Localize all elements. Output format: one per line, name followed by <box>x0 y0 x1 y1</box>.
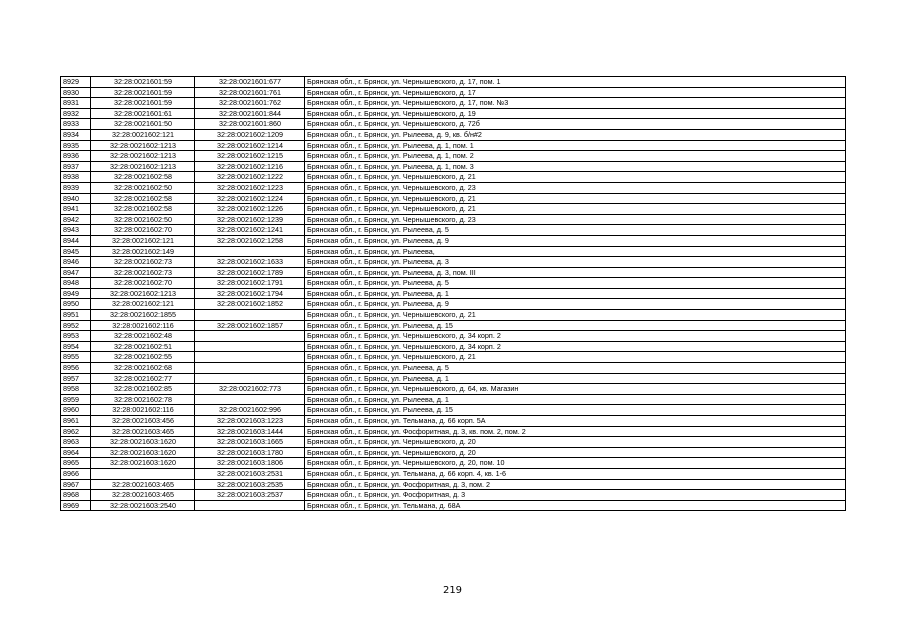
row-number-cell: 8934 <box>61 129 91 140</box>
land-cadastral-number-cell: 32:28:0021601:59 <box>91 77 195 88</box>
land-cadastral-number-cell: 32:28:0021602:55 <box>91 352 195 363</box>
table-row <box>61 352 846 363</box>
object-cadastral-number-cell: 32:28:0021603:1223 <box>195 416 305 427</box>
object-cadastral-number-cell <box>195 394 305 405</box>
land-cadastral-number-cell: 32:28:0021602:58 <box>91 204 195 215</box>
address-cell: Брянская обл., г. Брянск, ул. Чернышевского, д. 72б <box>305 119 846 130</box>
object-cadastral-number-cell: 32:28:0021601:677 <box>195 77 305 88</box>
object-cadastral-number-cell: 32:28:0021603:1780 <box>195 447 305 458</box>
row-number-cell: 8948 <box>61 278 91 289</box>
table-row <box>61 267 846 278</box>
land-cadastral-number-cell: 32:28:0021602:70 <box>91 225 195 236</box>
address-cell: Брянская обл., г. Брянск, ул. Рылеева, д. 9 <box>305 235 846 246</box>
land-cadastral-number-cell: 32:28:0021602:73 <box>91 267 195 278</box>
address-cell: Брянская обл., г. Брянск, ул. Рылеева, д. 15 <box>305 405 846 416</box>
address-cell: Брянская обл., г. Брянск, ул. Фосфоритная, д. 3, кв. пом. 2, пом. 2 <box>305 426 846 437</box>
address-cell: Брянская обл., г. Брянск, ул. Чернышевского, д. 34 корп. 2 <box>305 341 846 352</box>
land-cadastral-number-cell: 32:28:0021602:1213 <box>91 288 195 299</box>
object-cadastral-number-cell: 32:28:0021603:2531 <box>195 468 305 479</box>
address-cell: Брянская обл., г. Брянск, ул. Чернышевского, д. 21 <box>305 204 846 215</box>
land-cadastral-number-cell: 32:28:0021602:121 <box>91 235 195 246</box>
row-number-cell: 8939 <box>61 182 91 193</box>
address-cell: Брянская обл., г. Брянск, ул. Чернышевского, д. 19 <box>305 108 846 119</box>
land-cadastral-number-cell: 32:28:0021602:116 <box>91 405 195 416</box>
object-cadastral-number-cell <box>195 363 305 374</box>
table-row <box>61 331 846 342</box>
object-cadastral-number-cell: 32:28:0021603:2535 <box>195 479 305 490</box>
address-cell: Брянская обл., г. Брянск, ул. Тельмана, д. 68А <box>305 500 846 511</box>
table-row <box>61 161 846 172</box>
land-cadastral-number-cell: 32:28:0021603:465 <box>91 490 195 501</box>
table-row <box>61 151 846 162</box>
land-cadastral-number-cell: 32:28:0021603:2540 <box>91 500 195 511</box>
object-cadastral-number-cell: 32:28:0021602:1224 <box>195 193 305 204</box>
address-cell: Брянская обл., г. Брянск, ул. Чернышевского, д. 20, пом. 10 <box>305 458 846 469</box>
address-cell: Брянская обл., г. Брянск, ул. Тельмана, д. 66 корп. 5А <box>305 416 846 427</box>
row-number-cell: 8944 <box>61 235 91 246</box>
object-cadastral-number-cell: 32:28:0021602:1222 <box>195 172 305 183</box>
row-number-cell: 8945 <box>61 246 91 257</box>
address-cell: Брянская обл., г. Брянск, ул. Чернышевского, д. 34 корп. 2 <box>305 331 846 342</box>
object-cadastral-number-cell: 32:28:0021602:996 <box>195 405 305 416</box>
address-cell: Брянская обл., г. Брянск, ул. Фосфоритная, д. 3, пом. 2 <box>305 479 846 490</box>
table-row <box>61 426 846 437</box>
row-number-cell: 8950 <box>61 299 91 310</box>
land-cadastral-number-cell: 32:28:0021602:50 <box>91 182 195 193</box>
land-cadastral-number-cell: 32:28:0021601:59 <box>91 87 195 98</box>
object-cadastral-number-cell: 32:28:0021602:1852 <box>195 299 305 310</box>
address-cell: Брянская обл., г. Брянск, ул. Чернышевского, д. 64, кв. Магазин <box>305 384 846 395</box>
row-number-cell: 8961 <box>61 416 91 427</box>
table-row <box>61 384 846 395</box>
row-number-cell: 8964 <box>61 447 91 458</box>
row-number-cell: 8953 <box>61 331 91 342</box>
row-number-cell: 8955 <box>61 352 91 363</box>
row-number-cell: 8957 <box>61 373 91 384</box>
address-cell: Брянская обл., г. Брянск, ул. Рылеева, д. 5 <box>305 278 846 289</box>
row-number-cell: 8966 <box>61 468 91 479</box>
table-row <box>61 394 846 405</box>
address-cell: Брянская обл., г. Брянск, ул. Тельмана, д. 66 корп. 4, кв. 1-6 <box>305 468 846 479</box>
address-cell: Брянская обл., г. Брянск, ул. Рылеева, д. 15 <box>305 320 846 331</box>
table-row <box>61 320 846 331</box>
row-number-cell: 8941 <box>61 204 91 215</box>
row-number-cell: 8930 <box>61 87 91 98</box>
table-row <box>61 310 846 321</box>
address-cell: Брянская обл., г. Брянск, ул. Рылеева, д. 5 <box>305 363 846 374</box>
object-cadastral-number-cell: 32:28:0021601:761 <box>195 87 305 98</box>
address-cell: Брянская обл., г. Брянск, ул. Рылеева, д. 9, кв. б/н#2 <box>305 129 846 140</box>
address-cell: Брянская обл., г. Брянск, ул. Рылеева, д. 1, пом. 1 <box>305 140 846 151</box>
row-number-cell: 8936 <box>61 151 91 162</box>
land-cadastral-number-cell: 32:28:0021603:1620 <box>91 447 195 458</box>
address-cell: Брянская обл., г. Брянск, ул. Рылеева, д. 3 <box>305 257 846 268</box>
table-row <box>61 373 846 384</box>
row-number-cell: 8962 <box>61 426 91 437</box>
address-cell: Брянская обл., г. Брянск, ул. Чернышевского, д. 20 <box>305 437 846 448</box>
row-number-cell: 8968 <box>61 490 91 501</box>
table-row <box>61 299 846 310</box>
table-row <box>61 500 846 511</box>
table-row <box>61 182 846 193</box>
table-row <box>61 246 846 257</box>
land-cadastral-number-cell: 32:28:0021601:61 <box>91 108 195 119</box>
row-number-cell: 8942 <box>61 214 91 225</box>
table-row <box>61 405 846 416</box>
object-cadastral-number-cell: 32:28:0021603:1444 <box>195 426 305 437</box>
address-cell: Брянская обл., г. Брянск, ул. Чернышевского, д. 17, пом. 1 <box>305 77 846 88</box>
land-cadastral-number-cell: 32:28:0021602:58 <box>91 172 195 183</box>
row-number-cell: 8947 <box>61 267 91 278</box>
land-cadastral-number-cell: 32:28:0021602:50 <box>91 214 195 225</box>
table-row <box>61 235 846 246</box>
table-row <box>61 278 846 289</box>
land-cadastral-number-cell: 32:28:0021603:465 <box>91 479 195 490</box>
table-row <box>61 119 846 130</box>
land-cadastral-number-cell: 32:28:0021603:1620 <box>91 458 195 469</box>
row-number-cell: 8963 <box>61 437 91 448</box>
table-row <box>61 288 846 299</box>
page-number: 219 <box>442 585 463 596</box>
address-cell: Брянская обл., г. Брянск, ул. Чернышевского, д. 17, пом. №3 <box>305 98 846 109</box>
table-row <box>61 98 846 109</box>
land-cadastral-number-cell: 32:28:0021602:121 <box>91 299 195 310</box>
table-row <box>61 172 846 183</box>
land-cadastral-number-cell: 32:28:0021602:1213 <box>91 161 195 172</box>
table-row <box>61 225 846 236</box>
table-row <box>61 87 846 98</box>
object-cadastral-number-cell <box>195 341 305 352</box>
table-row <box>61 204 846 215</box>
row-number-cell: 8932 <box>61 108 91 119</box>
table-row <box>61 458 846 469</box>
row-number-cell: 8938 <box>61 172 91 183</box>
object-cadastral-number-cell: 32:28:0021602:1209 <box>195 129 305 140</box>
land-cadastral-number-cell: 32:28:0021602:85 <box>91 384 195 395</box>
address-cell: Брянская обл., г. Брянск, ул. Чернышевского, д. 23 <box>305 182 846 193</box>
row-number-cell: 8937 <box>61 161 91 172</box>
land-cadastral-number-cell: 32:28:0021602:73 <box>91 257 195 268</box>
row-number-cell: 8943 <box>61 225 91 236</box>
row-number-cell: 8949 <box>61 288 91 299</box>
address-cell: Брянская обл., г. Брянск, ул. Рылеева, д. 1 <box>305 288 846 299</box>
land-cadastral-number-cell: 32:28:0021601:59 <box>91 98 195 109</box>
address-cell: Брянская обл., г. Брянск, ул. Рылеева, д. 1 <box>305 394 846 405</box>
row-number-cell: 8929 <box>61 77 91 88</box>
object-cadastral-number-cell: 32:28:0021602:1216 <box>195 161 305 172</box>
object-cadastral-number-cell: 32:28:0021603:2537 <box>195 490 305 501</box>
address-cell: Брянская обл., г. Брянск, ул. Рылеева, д. 5 <box>305 225 846 236</box>
object-cadastral-number-cell: 32:28:0021602:1214 <box>195 140 305 151</box>
row-number-cell: 8952 <box>61 320 91 331</box>
address-cell: Брянская обл., г. Брянск, ул. Рылеева, д. 1 <box>305 373 846 384</box>
land-cadastral-number-cell: 32:28:0021602:149 <box>91 246 195 257</box>
land-cadastral-number-cell: 32:28:0021603:465 <box>91 426 195 437</box>
address-cell: Брянская обл., г. Брянск, ул. Фосфоритная, д. 3 <box>305 490 846 501</box>
table-row <box>61 468 846 479</box>
table-row <box>61 193 846 204</box>
row-number-cell: 8954 <box>61 341 91 352</box>
object-cadastral-number-cell <box>195 331 305 342</box>
object-cadastral-number-cell <box>195 373 305 384</box>
row-number-cell: 8933 <box>61 119 91 130</box>
object-cadastral-number-cell: 32:28:0021602:1258 <box>195 235 305 246</box>
object-cadastral-number-cell: 32:28:0021603:1665 <box>195 437 305 448</box>
table-row <box>61 214 846 225</box>
table-row <box>61 140 846 151</box>
table-row <box>61 447 846 458</box>
table-row <box>61 341 846 352</box>
row-number-cell: 8956 <box>61 363 91 374</box>
object-cadastral-number-cell: 32:28:0021602:1791 <box>195 278 305 289</box>
object-cadastral-number-cell: 32:28:0021601:844 <box>195 108 305 119</box>
row-number-cell: 8946 <box>61 257 91 268</box>
object-cadastral-number-cell: 32:28:0021602:1633 <box>195 257 305 268</box>
land-cadastral-number-cell: 32:28:0021602:1213 <box>91 151 195 162</box>
land-cadastral-number-cell: 32:28:0021602:1855 <box>91 310 195 321</box>
object-cadastral-number-cell <box>195 352 305 363</box>
table-row <box>61 108 846 119</box>
address-cell: Брянская обл., г. Брянск, ул. Рылеева, д. 1, пом. 3 <box>305 161 846 172</box>
object-cadastral-number-cell: 32:28:0021601:860 <box>195 119 305 130</box>
object-cadastral-number-cell: 32:28:0021602:1857 <box>195 320 305 331</box>
address-cell: Брянская обл., г. Брянск, ул. Чернышевского, д. 17 <box>305 87 846 98</box>
row-number-cell: 8959 <box>61 394 91 405</box>
object-cadastral-number-cell: 32:28:0021602:1223 <box>195 182 305 193</box>
land-cadastral-number-cell: 32:28:0021602:77 <box>91 373 195 384</box>
object-cadastral-number-cell: 32:28:0021602:1226 <box>195 204 305 215</box>
address-cell: Брянская обл., г. Брянск, ул. Чернышевского, д. 20 <box>305 447 846 458</box>
address-cell: Брянская обл., г. Брянск, ул. Рылеева, д. 3, пом. III <box>305 267 846 278</box>
table-row <box>61 257 846 268</box>
object-cadastral-number-cell: 32:28:0021602:1789 <box>195 267 305 278</box>
address-cell: Брянская обл., г. Брянск, ул. Чернышевского, д. 21 <box>305 193 846 204</box>
row-number-cell: 8958 <box>61 384 91 395</box>
land-cadastral-number-cell: 32:28:0021602:68 <box>91 363 195 374</box>
address-cell: Брянская обл., г. Брянск, ул. Рылеева, <box>305 246 846 257</box>
address-cell: Брянская обл., г. Брянск, ул. Чернышевского, д. 21 <box>305 310 846 321</box>
row-number-cell: 8967 <box>61 479 91 490</box>
land-cadastral-number-cell: 32:28:0021601:50 <box>91 119 195 130</box>
land-cadastral-number-cell: 32:28:0021603:456 <box>91 416 195 427</box>
table-row <box>61 416 846 427</box>
row-number-cell: 8951 <box>61 310 91 321</box>
object-cadastral-number-cell <box>195 500 305 511</box>
land-cadastral-number-cell <box>91 468 195 479</box>
object-cadastral-number-cell: 32:28:0021602:1239 <box>195 214 305 225</box>
row-number-cell: 8931 <box>61 98 91 109</box>
table-row <box>61 479 846 490</box>
table-row <box>61 490 846 501</box>
land-cadastral-number-cell: 32:28:0021602:78 <box>91 394 195 405</box>
land-cadastral-number-cell: 32:28:0021602:121 <box>91 129 195 140</box>
table-row <box>61 129 846 140</box>
address-cell: Брянская обл., г. Брянск, ул. Чернышевского, д. 23 <box>305 214 846 225</box>
address-cell: Брянская обл., г. Брянск, ул. Рылеева, д. 9 <box>305 299 846 310</box>
object-cadastral-number-cell: 32:28:0021602:1241 <box>195 225 305 236</box>
address-cell: Брянская обл., г. Брянск, ул. Чернышевского, д. 21 <box>305 172 846 183</box>
object-cadastral-number-cell: 32:28:0021603:1806 <box>195 458 305 469</box>
object-cadastral-number-cell <box>195 310 305 321</box>
object-cadastral-number-cell: 32:28:0021602:773 <box>195 384 305 395</box>
land-cadastral-number-cell: 32:28:0021602:70 <box>91 278 195 289</box>
row-number-cell: 8960 <box>61 405 91 416</box>
object-cadastral-number-cell <box>195 246 305 257</box>
object-cadastral-number-cell: 32:28:0021602:1215 <box>195 151 305 162</box>
row-number-cell: 8935 <box>61 140 91 151</box>
object-cadastral-number-cell: 32:28:0021601:762 <box>195 98 305 109</box>
land-cadastral-number-cell: 32:28:0021602:116 <box>91 320 195 331</box>
land-cadastral-number-cell: 32:28:0021602:1213 <box>91 140 195 151</box>
row-number-cell: 8940 <box>61 193 91 204</box>
land-cadastral-number-cell: 32:28:0021602:58 <box>91 193 195 204</box>
land-cadastral-number-cell: 32:28:0021602:51 <box>91 341 195 352</box>
land-cadastral-number-cell: 32:28:0021603:1620 <box>91 437 195 448</box>
object-cadastral-number-cell: 32:28:0021602:1794 <box>195 288 305 299</box>
row-number-cell: 8969 <box>61 500 91 511</box>
address-cell: Брянская обл., г. Брянск, ул. Рылеева, д. 1, пом. 2 <box>305 151 846 162</box>
address-cell: Брянская обл., г. Брянск, ул. Чернышевского, д. 21 <box>305 352 846 363</box>
row-number-cell: 8965 <box>61 458 91 469</box>
register-body <box>61 77 846 511</box>
land-cadastral-number-cell: 32:28:0021602:48 <box>91 331 195 342</box>
property-register-table <box>60 76 846 511</box>
table-row <box>61 437 846 448</box>
table-row <box>61 77 846 88</box>
table-row <box>61 363 846 374</box>
